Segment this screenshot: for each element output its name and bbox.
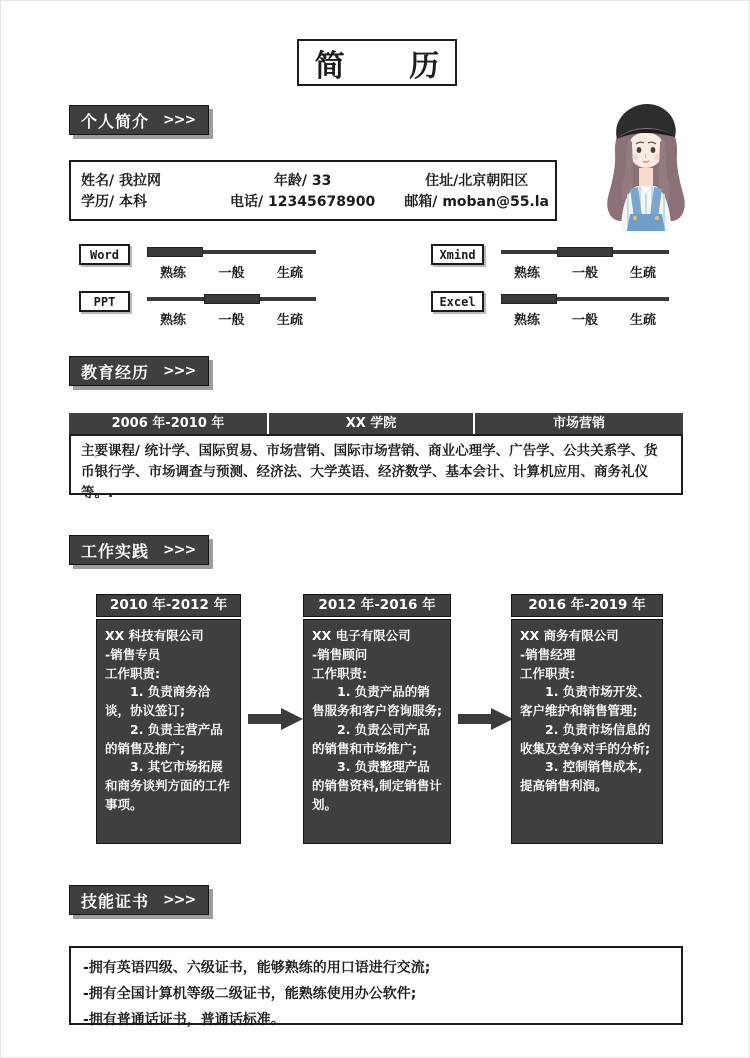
job-period: 2016 年-2019 年	[511, 594, 663, 617]
certificates-box	[69, 946, 683, 1028]
job-details	[511, 619, 663, 844]
skill-level-indicator	[147, 247, 203, 257]
job-duty: 1. 负责产品的销售服务和客户咨询服务;	[312, 684, 442, 718]
job-details	[303, 619, 451, 844]
job-details	[96, 619, 241, 844]
job-card-3	[511, 594, 663, 844]
avatar-girl-illustration	[598, 98, 694, 231]
education-school: XX 学院	[269, 413, 473, 434]
job-card-1	[96, 594, 241, 844]
resume-title-box	[297, 39, 467, 86]
skill-scale	[501, 262, 669, 281]
skill-scale	[501, 309, 669, 328]
job-period: 2012 年-2016 年	[303, 594, 451, 617]
field-phone: 电话/ 12345678900	[230, 194, 376, 210]
chevrons-icon: >>>	[163, 542, 196, 558]
field-name: 姓名/ 我拉网	[81, 173, 161, 189]
field-address: 住址/北京朝阳区	[425, 173, 529, 189]
scale-label: 熟练	[514, 313, 541, 328]
skill-level-indicator	[204, 294, 260, 304]
info-row	[71, 171, 555, 192]
right-arrow-icon	[458, 708, 513, 730]
job-company: XX 商务有限公司	[520, 628, 619, 643]
scale-label: 生疏	[629, 313, 656, 328]
section-header-profile	[69, 105, 209, 135]
job-company: XX 电子有限公司	[312, 628, 411, 643]
job-duty-title: 工作职责:	[520, 665, 575, 681]
skill-scale	[147, 309, 316, 328]
certificate-item: -拥有英语四级、六级证书，能够熟练的用口语进行交流;	[83, 960, 431, 976]
chevrons-icon: >>>	[163, 112, 196, 128]
skill-label-xmind: Xmind	[431, 244, 484, 265]
job-period: 2010 年-2012 年	[96, 594, 241, 617]
scale-label: 熟练	[160, 266, 187, 281]
section-label: 工作实践	[81, 541, 150, 561]
skill-bar-ppt	[147, 294, 316, 304]
skill-bar-excel	[501, 294, 669, 304]
skill-scale	[147, 262, 316, 281]
right-arrow-icon	[248, 708, 303, 730]
scale-label: 生疏	[276, 313, 303, 328]
field-education: 学历/ 本科	[81, 194, 147, 210]
skill-label-word: Word	[79, 244, 130, 265]
education-major: 市场营销	[475, 413, 683, 434]
chevrons-icon: >>>	[163, 363, 196, 379]
chevrons-icon: >>>	[163, 892, 196, 908]
section-label: 个人简介	[81, 111, 150, 131]
education-table-header	[69, 413, 683, 434]
job-duty: 3. 控制销售成本,提高销售利润。	[520, 759, 643, 793]
skill-level-indicator	[557, 247, 613, 257]
job-position: -销售经理	[520, 646, 576, 662]
info-row	[71, 192, 555, 213]
section-header-certificates	[69, 885, 209, 915]
avatar	[598, 98, 694, 231]
job-card-2	[303, 594, 451, 844]
job-company: XX 科技有限公司	[105, 628, 204, 643]
skill-level-indicator	[501, 294, 557, 304]
section-label: 技能证书	[81, 891, 150, 911]
scale-label: 一般	[571, 313, 598, 328]
scale-label: 一般	[218, 266, 245, 281]
certificate-item: -拥有普通话证书，普通话标准。	[83, 1011, 285, 1028]
education-period: 2006 年-2010 年	[69, 413, 267, 434]
job-duty: 3. 负责整理产品的销售资料,制定销售计划。	[312, 759, 442, 812]
scale-label: 一般	[571, 266, 598, 281]
skill-bar-xmind	[501, 247, 669, 257]
section-header-work	[69, 535, 209, 565]
resume-title: 简 历	[314, 48, 467, 84]
job-position: -销售专员	[105, 646, 161, 662]
job-duty: 2. 负责市场信息的收集及竞争对手的分析;	[520, 721, 651, 756]
scale-label: 生疏	[629, 266, 656, 281]
job-duty: 2. 负责公司产品的销售和市场推广;	[312, 721, 430, 756]
job-position: -销售顾问	[312, 646, 368, 662]
scale-label: 一般	[218, 313, 245, 328]
skill-bar-word	[147, 247, 316, 257]
job-duty: 1. 负责商务洽谈，协议签订;	[105, 684, 211, 718]
job-duty-title: 工作职责:	[312, 665, 367, 681]
skill-label-excel: Excel	[431, 291, 484, 312]
job-duty-title: 工作职责:	[105, 665, 160, 681]
job-duty: 1. 负责市场开发、客户维护和销售管理;	[520, 684, 651, 718]
job-duty: 2. 负责主营产品的销售及推广;	[105, 721, 223, 756]
field-email: 邮箱/ moban@55.la	[404, 194, 550, 210]
section-label: 教育经历	[81, 362, 150, 382]
education-courses: 主要课程/ 统计学、国际贸易、市场营销、国际市场营销、商业心理学、广告学、公共关系学、货币银行学、市场调查与预测、经济法、大学英语、经济数学、基本会计、计算机应用、商务礼仪等。.	[69, 434, 683, 495]
job-duty: 3. 其它市场拓展和商务谈判方面的工作事项。	[105, 759, 231, 812]
scale-label: 熟练	[514, 266, 541, 281]
personal-info-box	[69, 160, 557, 221]
scale-label: 生疏	[276, 266, 303, 281]
scale-label: 熟练	[160, 313, 187, 328]
section-header-education	[69, 356, 209, 386]
certificate-item: -拥有全国计算机等级二级证书，能熟练使用办公软件;	[83, 985, 417, 1002]
skill-label-ppt: PPT	[79, 291, 130, 312]
field-age: 年龄/ 33	[273, 173, 332, 189]
